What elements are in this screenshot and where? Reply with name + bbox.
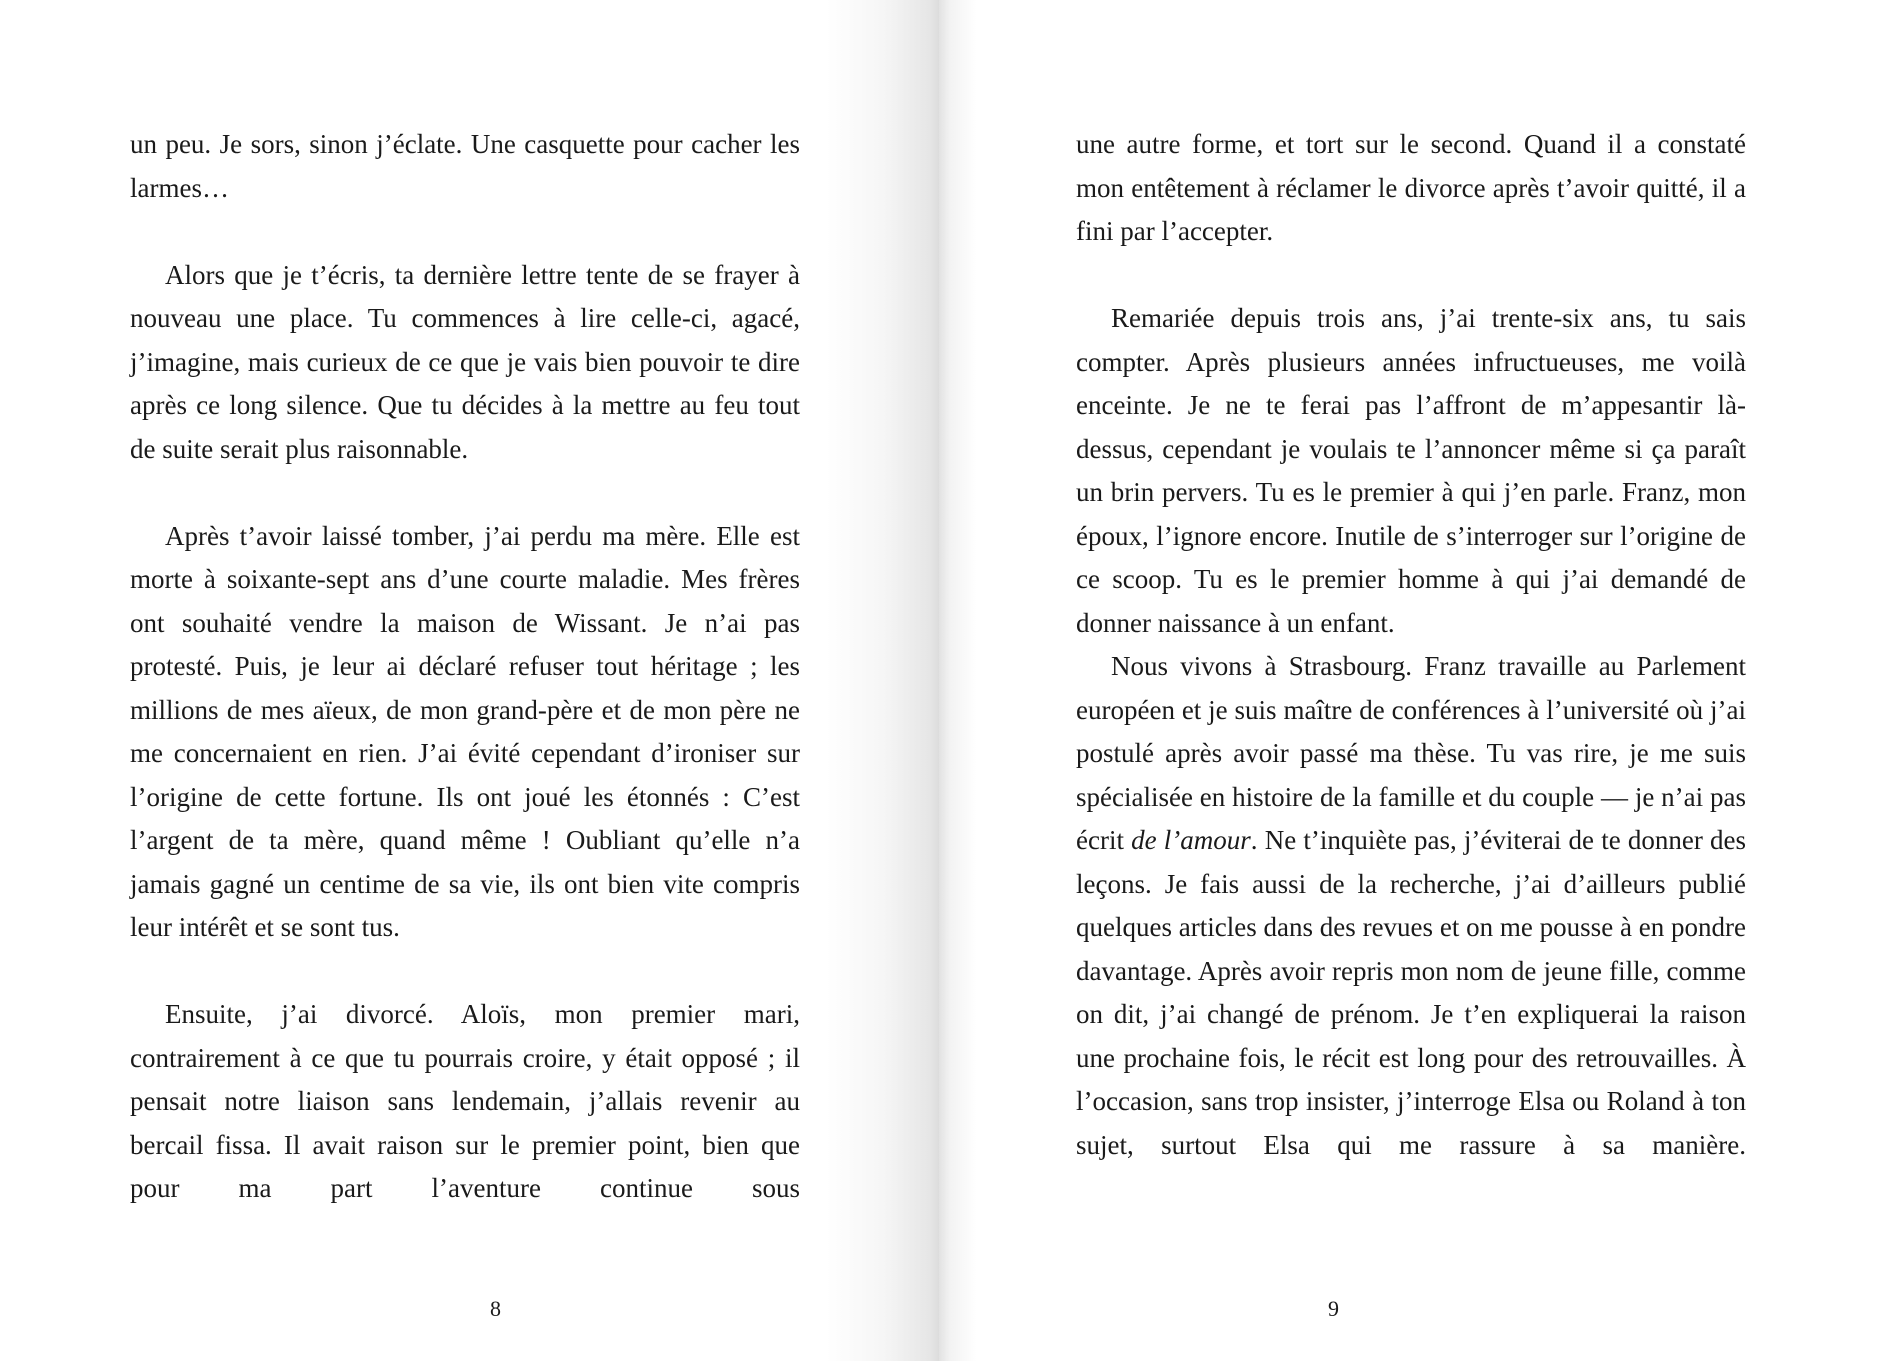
paragraph — [1076, 645, 1746, 1167]
paragraph-text: Nous vivons à Strasbourg. Franz travaille au Parlement européen et je suis maître de conférences à l’université où j’ai postulé après avoir passé ma thèse. Tu vas rire, je me suis spécialisée en histoire de la famille et du couple — je n’ai pas écrit — [1076, 651, 1746, 855]
paragraph: Ensuite, j’ai divorcé. Aloïs, mon premier mari, contrairement à ce que tu pourrais croire, y était opposé ; il pensait notre liaison sans lendemain, j’allais revenir au bercail fissa. Il avait raison sur le premier point, bien que pour ma part l’aventure continue sous — [130, 999, 800, 1203]
paragraph: une autre forme, et tort sur le second. Quand il a constaté mon entêtement à réclamer le divorce après t’avoir quitté, il a fini par l’accepter. — [1076, 129, 1746, 246]
right-page — [939, 0, 1878, 1361]
italic-phrase: de l’amour — [1131, 825, 1251, 855]
paragraph: un peu. Je sors, sinon j’éclate. Une casquette pour cacher les larmes… — [130, 129, 800, 203]
paragraph-text: . Ne t’inquiète pas, j’éviterai de te donner des leçons. Je fais aussi de la recherche, j’ai d’ailleurs publié quelques articles dans des revues et on me pousse à en pondre davantage. Après avoir repris mon nom de jeune fille, comme on dit, j’ai changé de prénom. Je t’en expliquerai la raison une prochaine fois, le récit est long pour des retrouvailles. À l’occasion, sans trop insister, j’interroge Elsa ou Roland à ton sujet, surtout Elsa qui me rassure à sa manière. — [1076, 825, 1746, 1160]
paragraph: Alors que je t’écris, ta dernière lettre tente de se frayer à nouveau une place. Tu commences à lire celle-ci, agacé, j’imagine, mais curieux de ce que je vais bien pouvoir te dire après ce long silence. Que tu décides à la mettre au feu tout de suite serait plus raisonnable. — [130, 259, 800, 464]
paragraph: Remariée depuis trois ans, j’ai trente-six ans, tu sais compter. Après plusieurs années infructueuses, me voilà enceinte. Je ne te ferai pas l’affront de m’appesantir là-dessus, cependant je voulais te l’annoncer même si ça paraît un brin pervers. Tu es le premier à qui j’en parle. Franz, mon époux, l’ignore encore. Inutile de s’interroger sur l’origine de ce scoop. Tu es le premier homme à qui j’ai demandé de donner naissance à un enfant. — [1076, 303, 1746, 638]
page-number: 9 — [1328, 1296, 1339, 1321]
right-page-text — [1076, 123, 1746, 1167]
paragraph: Après t’avoir laissé tomber, j’ai perdu ma mère. Elle est morte à soixante-sept ans d’une courte maladie. Mes frères ont souhaité vendre la maison de Wissant. Je n’ai pas protesté. Puis, je leur ai déclaré refuser tout héritage ; les millions de mes aïeux, de mon grand-père et de mon père ne me concernaient en rien. J’ai évité cependant d’ironiser sur l’origine de cette fortune. Ils ont joué les étonnés : C’est l’argent de ta mère, quand même ! Oubliant qu’elle n’a jamais gagné un centime de sa vie, ils ont bien vite compris leur intérêt et se sont tus. — [130, 520, 800, 942]
left-page-text — [130, 123, 800, 1211]
page-number: 8 — [490, 1296, 501, 1321]
